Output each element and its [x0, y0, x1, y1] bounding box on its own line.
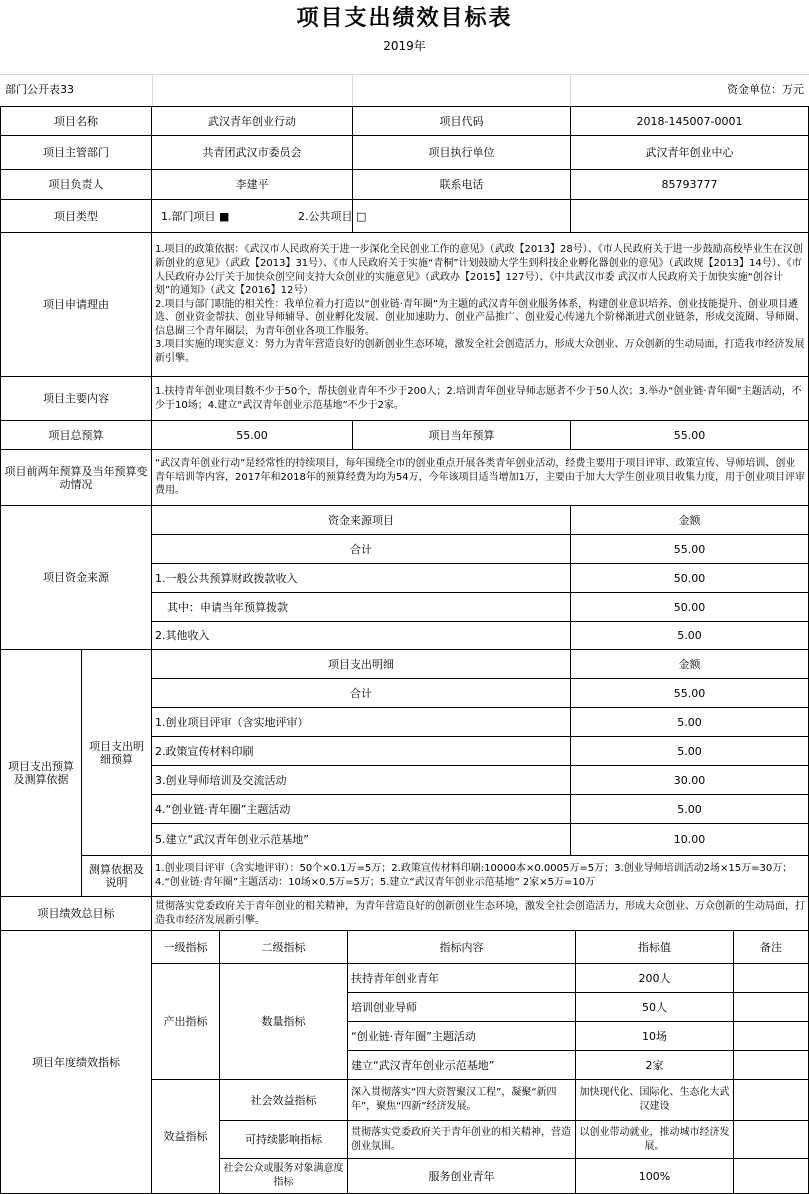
- indicator-content: 服务创业青年: [428, 1169, 495, 1183]
- col-content: 指标内容: [439, 940, 484, 954]
- expense-row-amount: 30.00: [673, 773, 706, 787]
- funding-row-amount: 55.00: [673, 542, 706, 556]
- expense-row-amount: 55.00: [673, 686, 706, 700]
- col-note: 备注: [760, 940, 782, 954]
- year-label: 2019年: [383, 38, 426, 53]
- total-budget-label: 项目总预算: [48, 428, 104, 442]
- expense-row-item: 3.创业导师培训及交流活动: [155, 773, 287, 787]
- owner-value: 李建平: [235, 178, 269, 191]
- current-budget-value: 55.00: [673, 428, 706, 442]
- owner-label: 项目负责人: [48, 178, 104, 191]
- indicator-value: 100%: [638, 1169, 671, 1183]
- indicator-value: 2家: [645, 1058, 664, 1072]
- project-name-label: 项目名称: [54, 114, 98, 128]
- funding-col-item: 资金来源项目: [328, 513, 394, 527]
- content-text: 1.扶持青年创业项目数不少于50个，帮扶创业青年不少于200人；2.培训青年创业导师志愿者不少于50人次；3.举办“创业链·青年圈”主题活动，不少于10场；4.建立“武汉青年创业示范基地”不少于2家。: [155, 385, 802, 411]
- total-budget-value: 55.00: [236, 428, 268, 442]
- funding-label: 项目资金来源: [43, 571, 109, 584]
- expense-row-amount: 5.00: [677, 744, 702, 758]
- budget-change-label: 项目前两年预算及当年预算变动情况: [4, 464, 148, 491]
- funding-row-item: 合计: [350, 542, 372, 556]
- funding-row-item: 1.一般公共预算财政拨款收入: [155, 571, 298, 585]
- grid-line: [352, 74, 353, 106]
- grid-line: [570, 74, 571, 106]
- col-value: 指标值: [638, 940, 671, 954]
- funding-row-amount: 50.00: [673, 600, 706, 614]
- indicator-content: 深入贯彻落实“四大资智聚汉工程”，凝聚“新四年”，聚焦“四新”经济发展。: [351, 1087, 557, 1112]
- indicator-value: 加快现代化、国际化、生态化大武汉建设: [579, 1087, 730, 1112]
- indicator-value: 50人: [642, 1000, 667, 1014]
- project-code-value: 2018-145007-0001: [636, 114, 743, 128]
- satisfaction-label: 社会公众或服务对象满意度指标: [223, 1163, 344, 1188]
- indicator-content: 培训创业导师: [351, 1000, 417, 1014]
- grid-line: [0, 74, 809, 75]
- indicator-content: “创业链·青年圈”主题活动: [351, 1029, 476, 1043]
- expense-row-amount: 10.00: [673, 833, 706, 846]
- expense-row-amount: 5.00: [677, 802, 702, 816]
- funding-col-amount: 金额: [678, 513, 701, 527]
- goal-text: 贯彻落实党委政府关于青年创业的相关精神，为青年营造良好的创新创业生态环境，激发全社会创造活力，形成大众创业、万众创新的生动局面，打造我市经济发展新引擎。: [155, 900, 805, 926]
- page-title: 项目支出绩效目标表: [296, 5, 513, 31]
- basis-label: 测算依据及说明: [89, 863, 144, 889]
- expense-detail-label: 项目支出明细预算: [89, 739, 144, 766]
- expense-col-item: 项目支出明细: [328, 657, 394, 671]
- content-label: 项目主要内容: [43, 392, 109, 405]
- grid-line: [152, 74, 153, 106]
- indicator-content: 扶持青年创业青年: [351, 971, 439, 985]
- indicator-value: 200人: [638, 971, 671, 985]
- output-indicator-label: 产出指标: [163, 1015, 208, 1028]
- type-label: 项目类型: [54, 209, 98, 223]
- type-option-department: 1.部门项目 ■: [161, 209, 230, 223]
- phone-value: 85793777: [661, 178, 718, 191]
- quantity-indicator-label: 数量指标: [261, 1015, 306, 1028]
- type-option-public: 2.公共项目 □: [298, 209, 367, 223]
- indicator-value: 以创业带动就业，推动城市经济发展。: [579, 1126, 730, 1152]
- fund-unit: 资金单位：万元: [727, 82, 804, 96]
- funding-row-item: 2.其他收入: [155, 629, 210, 642]
- col-level2: 二级指标: [261, 940, 306, 954]
- exec-unit-label: 项目执行单位: [428, 146, 495, 159]
- funding-row-item: 其中：申请当年预算拨款: [167, 600, 288, 614]
- indicator-content: 建立“武汉青年创业示范基地”: [351, 1058, 495, 1072]
- effect-indicator-label: 效益指标: [163, 1130, 208, 1143]
- basis-text: 1.创业项目评审（含实地评审）：50个×0.1万=5万；2.政策宣传材料印刷:10000本×0.0005万=5万；3.创业导师培训活动2场×15万=30万；4.“创业链·青年圈”主题活动：10场×0.5万=5万；5.建立“武汉青年创业示范基地” 2家×5万=10万: [155, 863, 793, 888]
- social-effect-label: 社会效益指标: [250, 1093, 317, 1107]
- expense-row-item: 4.“创业链·青年圈”主题活动: [155, 802, 291, 816]
- phone-label: 联系电话: [439, 178, 484, 191]
- project-name-value: 武汉青年创业行动: [208, 114, 296, 128]
- sustainable-effect-label: 可持续影响指标: [245, 1133, 322, 1146]
- indicators-label: 项目年度绩效指标: [32, 1055, 120, 1069]
- dept-label: 项目主管部门: [43, 146, 109, 159]
- grid-line: [733, 930, 734, 1194]
- expense-label: 项目支出预算及测算依据: [8, 760, 74, 786]
- reason-text: 1.项目的政策依据：《武汉市人民政府关于进一步深化全民创业工作的意见》（武政【2013】28号）、《市人民政府关于进一步鼓励高校毕业生在汉创新创业的意见》（武政【2013】31号）、《市人民政府关于实施“青桐”计划鼓励大学生到科技企业孵化器创业的意见》（武政规【2013】14号）、《市人民政府办公厅关于加快众创空间支持大众创业的实施意见》（武政办【2015】127号）、《中共武汉市委 武汉市人民政府关于加快实施“创谷计划”的通知》（武文【2016】12号） 2.项目与部门职能的相关性：我单位着力打造以“创业链·青年圈”为主题的武汉青年创业服务体系，构建创业意识培养、创业技能提升、创业项目遴选、创业资金帮扶、创业导师辅导、创业孵化发展、创业加速助力、创业产品推广、创业爱心传递九个阶梯渐进式创业链条，形成交流圈、导师圈、信息圈三个青年圈层，为青年创业各项工作服务。 3.项目实施的现实意义：努力为青年营造良好的创新创业生态环境，激发全社会创造活力，形成大众创业、万众创新的生动局面，打造我市经济发展新引擎。: [155, 244, 805, 365]
- funding-row-amount: 5.00: [677, 629, 702, 642]
- expense-row-amount: 5.00: [677, 715, 702, 729]
- col-level1: 一级指标: [163, 940, 208, 954]
- goal-label: 项目绩效总目标: [37, 907, 115, 920]
- current-budget-label: 项目当年预算: [428, 428, 495, 442]
- expense-row-item: 5.建立“武汉青年创业示范基地”: [155, 833, 309, 846]
- expense-col-amount: 金额: [678, 657, 701, 671]
- table-number: 部门公开表33: [5, 82, 74, 96]
- project-code-label: 项目代码: [439, 114, 484, 128]
- expense-row-item: 2.政策宣传材料印刷: [155, 744, 254, 758]
- indicator-value: 10场: [642, 1029, 667, 1043]
- expense-row-item: 1.创业项目评审（含实地评审）: [155, 715, 309, 729]
- funding-row-amount: 50.00: [673, 571, 706, 585]
- dept-value: 共青团武汉市委员会: [202, 146, 302, 159]
- indicator-content: 贯彻落实党委政府关于青年创业的相关精神，营造创业氛围。: [351, 1126, 571, 1152]
- expense-row-item: 合计: [350, 686, 372, 700]
- budget-change-text: “武汉青年创业行动”是经常性的持续项目，每年围绕全市的创业重点开展各类青年创业活动，经费主要用于项目评审、政策宣传、导师培训、创业青年培训等内容，2017年和2018年的预算经费为均为54万，今年该项目适当增加1万，主要由于加大大学生创业项目收集力度，用于创业项目评审费用。: [155, 458, 805, 497]
- reason-label: 项目申请理由: [43, 298, 109, 311]
- exec-unit-value: 武汉青年创业中心: [645, 146, 734, 159]
